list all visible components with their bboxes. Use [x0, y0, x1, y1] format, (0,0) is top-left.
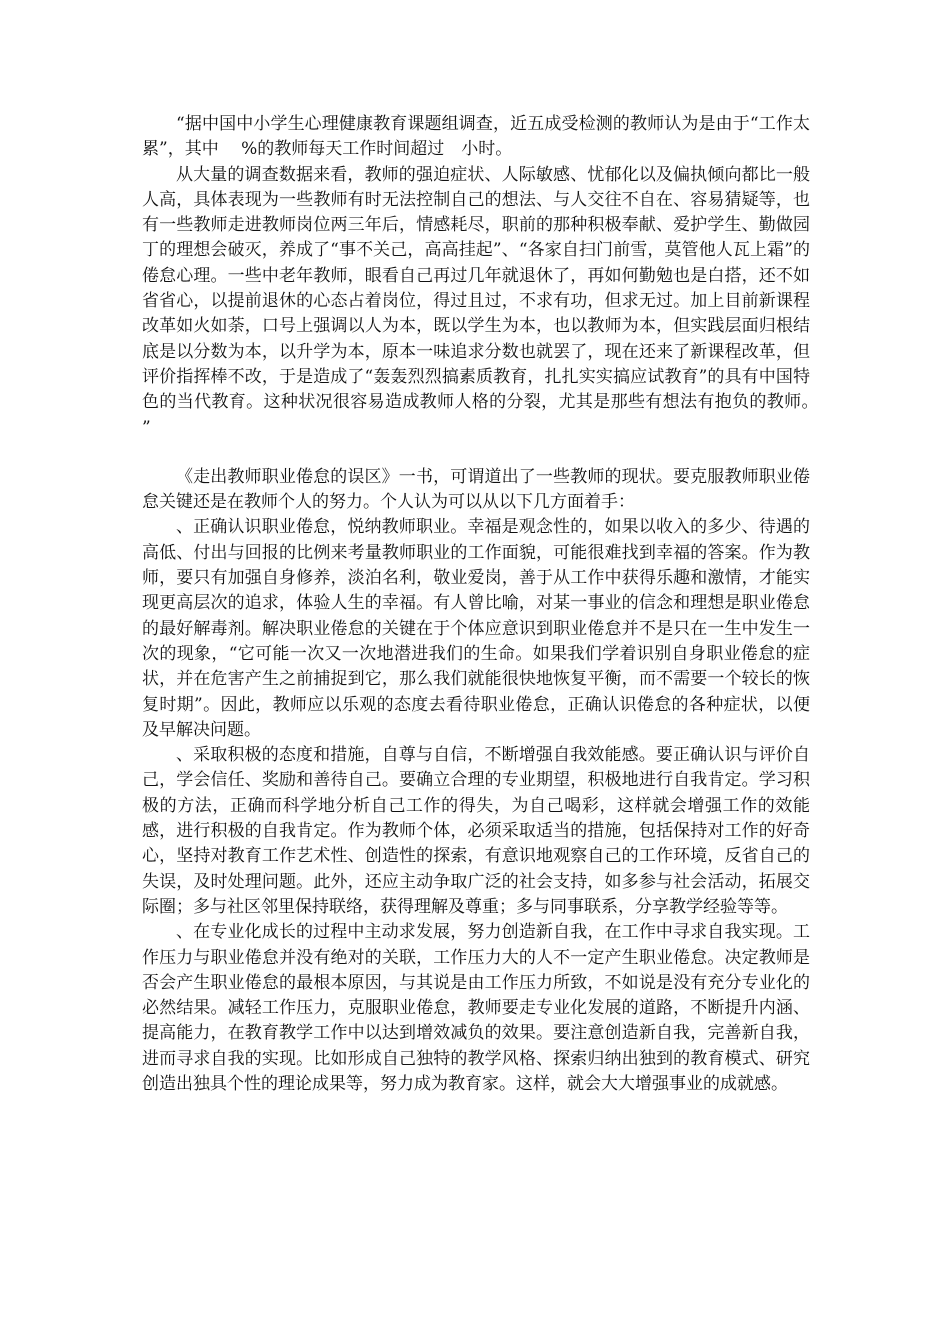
paragraph-survey-quote: “据中国中小学生心理健康教育课题组调查，近五成受检测的教师认为是由于“工作太累”，其中 %的教师每天工作时间超过 小时。 — [142, 114, 810, 160]
paragraph-point-2: 、采取积极的态度和措施，自尊与自信，不断增强自我效能感。要正确认识与评价自己，学会信任、奖励和善待自己。要确立合理的专业期望，积极地进行自我肯定。学习积极的方法，正确而科学地分析自己工作的得失，为自己喝彩，这样就会增强工作的效能感，进行积极的自我肯定。作为教师个体，必须采取适当的措施，包括保持对工作的好奇心，坚持对教育工作艺术性、创造性的探索，有意识地观察自己的工作环境，反省自己的失误，及时处理问题。此外，还应主动争取广泛的社会支持，如多参与社会活动，拓展交际圈；多与社区邻里保持联络，获得理解及尊重；多与同事联系，分享教学经验等等。 — [142, 745, 810, 917]
paragraph-point-1: 、正确认识职业倦怠，悦纳教师职业。幸福是观念性的，如果以收入的多少、待遇的高低、付出与回报的比例来考量教师职业的工作面貌，可能很难找到幸福的答案。作为教师，要只有加强自身修养，淡泊名利，敬业爱岗，善于从工作中获得乐趣和激情，才能实现更高层次的追求，体验人生的幸福。有人曾比喻，对某一事业的信念和理想是职业倦怠的最好解毒剂。解决职业倦怠的关键在于个体应意识到职业倦怠并不是只在一生中发生一次的现象，“它可能一次又一次地潜进我们的生命。如果我们学着识别自身职业倦怠的症状，并在危害产生之前捕捉到它，那么我们就能很快地恢复平衡，而不需要一个较长的恢复时期”。因此，教师应以乐观的态度去看待职业倦怠，正确认识倦怠的各种症状，以便及早解决问题。 — [142, 517, 810, 740]
paragraph-point-3: 、在专业化成长的过程中主动求发展，努力创造新自我，在工作中寻求自我实现。工作压力与职业倦怠并没有绝对的关联，工作压力大的人不一定产生职业倦怠。决定教师是否会产生职业倦怠的最根本原因，与其说是由工作压力所致，不如说是没有充分专业化的必然结果。减轻工作压力，克服职业倦怠，教师要走专业化发展的道路，不断提升内涵、提高能力，在教育教学工作中以达到增效减负的效果。要注意创造新自我，完善新自我，进而寻求自我的实现。比如形成自己独特的教学风格、探索归纳出独到的教育模式、研究创造出独具个性的理论成果等，努力成为教育家。这样，就会大大增强事业的成就感。 — [142, 922, 810, 1094]
paragraph-survey-analysis: 从大量的调查数据来看，教师的强迫症状、人际敏感、忧郁化以及偏执倾向都比一般人高，具体表现为一些教师有时无法控制自己的想法、与人交往不自在、容易猜疑等，也有一些教师走进教师岗位两三年后，情感耗尽，职前的那种积极奉献、爱护学生、勤做园丁的理想会破灭，养成了“事不关己，高高挂起”、“各家自扫门前雪，莫管他人瓦上霜”的倦怠心理。一些中老年教师，眼看自己再过几年就退休了，再如何勤勉也是白搭，还不如省省心，以提前退休的心态占着岗位，得过且过，不求有功，但求无过。加上目前新课程改革如火如荼，口号上强调以人为本，既以学生为本，也以教师为本，但实践层面归根结底是以分数为本，以升学为本，原本一味追求分数也就罢了，现在还来了新课程改革，但评价指挥棒不改，于是造成了“轰轰烈烈搞素质教育，扎扎实实搞应试教育”的具有中国特色的当代教育。这种状况很容易造成教师人格的分裂，尤其是那些有想法有抱负的教师。 ” — [142, 164, 827, 438]
document-body — [142, 112, 827, 1097]
paragraph-spacer — [142, 441, 810, 465]
paragraph-book-intro: 《走出教师职业倦怠的误区》一书，可谓道出了一些教师的现状。要克服教师职业倦怠关键还是在教师个人的努力。个人认为可以从以下几方面着手： — [142, 466, 810, 513]
